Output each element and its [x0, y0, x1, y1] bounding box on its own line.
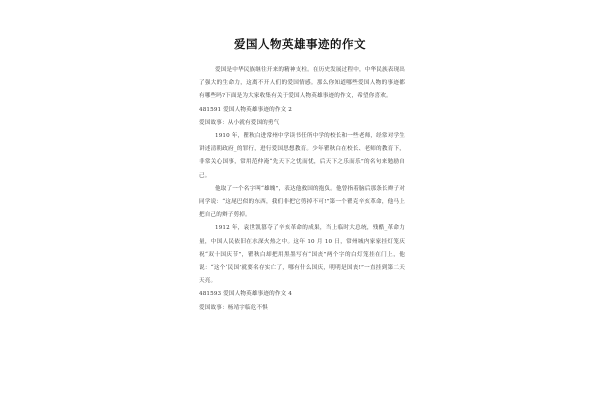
- body-paragraph: 他取了一个名字叫“雄魄”，表达他救国的抱负。他曾指着脑后那条长辫子对同学说：“这尾巴似的东西，我们非把它剪掉不可!”第一个瞿克辛亥革命，他马上把自己的辫子剪掉。: [199, 185, 405, 219]
- document-title: 爱国人物英雄事迹的作文: [234, 37, 366, 51]
- section-heading: 481593 爱国人物英雄事迹的作文 4: [199, 291, 293, 298]
- body-paragraph: 1910 年，瞿秋白进常州中学读书任所中学的校长和一些老师，经常对学生讲述清朝政府_的罪行，进行爱国思想教育。少年瞿秋白在校长、老师的教育下，非常关心国事，常用范仲淹“先天下之忧而忧，后天下之乐而乐”的名句来勉励自己。: [199, 133, 405, 179]
- document-body: [199, 64, 405, 315]
- section-heading: 481591 爱国人物英雄事迹的作文 2: [199, 106, 293, 113]
- body-paragraph: 1912 年，袁世凯篡夺了辛亥革命的成果，当上临时大总统，残酷_革命力量，中国人民依旧在水深火热之中。这年 10 月 10 日，常州城内家家挂灯笼庆祝“双十国庆节”，瞿秋白却把用黑墨写有“国丧”两个字的白灯笼挂在门上，他说：“这个‘民国’就要名存实亡了，哪有什么国庆，明明是国丧!”一直挂到第二天天亮。: [199, 225, 405, 285]
- intro-paragraph: 爱国是中华民族继往开来的精神支柱。在历史发展过程中，中华民族表现出了强大的生命力，这离不开人们的爱国情感。那么你知道哪些爱国人物的事迹都有哪些吗?下面是为大家收集有关于爱国人物英雄事迹的作文，希望你喜欢。: [199, 67, 405, 100]
- story-title: 爱国故事：杨靖宇临危不惧: [199, 304, 268, 311]
- story-title: 爱国故事：从小就有爱国的勇气: [199, 119, 280, 126]
